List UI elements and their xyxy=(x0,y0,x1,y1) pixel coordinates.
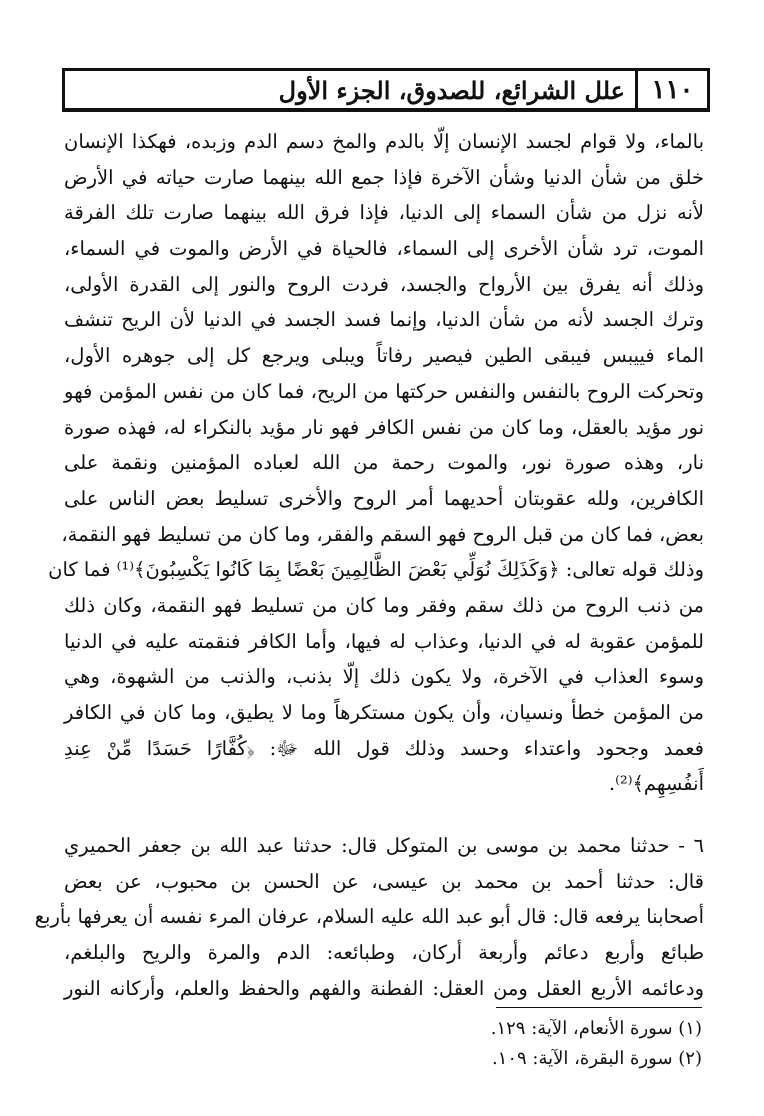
hadith-line: قال: حدثنا أحمد بن محمد بن عيسى، عن الحسن بن محبوب، عن بعض xyxy=(64,869,704,893)
text-line: من المؤمن خطأ ونسيان، وأن يكون مستكرهاً وما لا يطيق، وما كان في الكافر xyxy=(64,701,704,724)
footnote-1: (١) سورة الأنعام، الآية: ١٢٩. xyxy=(490,1018,702,1039)
text-line: نار، وهذه صورة نور، والموت رحمة من الله لعباده المؤمنين ونقمة على xyxy=(64,451,704,475)
main-text xyxy=(34,124,704,1007)
text-line: نور مؤيد بالعقل، وما كان من نفس الكافر فهو نار مؤيد بالنكراء له، فهذه صورة xyxy=(64,415,704,439)
text-line: بالماء، ولا قوام لجسد الإنسان إلّا بالدم والمخ دسم الدم وزبده، فهكذا الإنسان xyxy=(64,130,704,153)
footnotes xyxy=(302,1014,702,1074)
text-line: وذلك قوله تعالى: ﴿وَكَذَلِكَ نُوَلِّي بَعْضَ الظَّالِمِينَ بَعْضًا بِمَا كَانُوا يَكْسِبُونَ﴾⁽¹⁾ فما كان xyxy=(48,558,704,582)
text-line: للمؤمن عقوبة له في الدنيا، وعذاب له فيها، وأما الكافر فنقمته عليه في الدنيا xyxy=(64,629,704,653)
text-line: الكافرين، ولله عقوبتان أحديهما أمر الروح والأخرى تسليط بعض الناس على xyxy=(64,486,704,510)
hadith-line: أصحابنا يرفعه قال: قال أبو عبد الله عليه السلام، عرفان المرء نفسه أن يعرفها بأربع xyxy=(34,905,704,929)
hadith-line: ٦ - حدثنا محمد بن موسى بن المتوكل قال: حدثنا عبد الله بن جعفر الحميري xyxy=(64,834,704,858)
paragraph-gap xyxy=(64,802,704,828)
page-number: ١١٠ xyxy=(635,71,707,109)
text-line: بعض، فما كان من قبل الروح فهو السقم والفقر، وما كان من تسليط فهو النقمة، xyxy=(61,522,704,546)
text-line: وذلك أنه يفرق بين الأرواح والجسد، فردت الروح والنور إلى القدرة الأولى، xyxy=(64,272,704,296)
running-title: علل الشرائع، للصدوق، الجزء الأول xyxy=(278,75,625,105)
page-header xyxy=(62,68,710,112)
hadith-line: طبائع وأربع دعائم وأربعة أركان، وطبائعه: الدم والمرة والريح والبلغم، xyxy=(64,941,704,965)
text-line: خلق من شأن الدنيا وشأن الآخرة فإذا جمع الله بينهما صارت حياته في الأرض xyxy=(64,165,704,189)
footnote-separator xyxy=(496,1007,702,1008)
text-line: الماء فييبس فيبقى الطين فيصير رفاتاً ويبلى ويرجع كل إلى جوهره الأول، xyxy=(64,344,704,368)
text-line: وترك الجسد لأنه من شأن الدنيا، وإنما فسد الجسد في الدنيا لأن الريح تنشف xyxy=(64,308,704,332)
text-line: الموت، ترد شأن الأخرى إلى السماء، فالحياة في الأرض والموت في السماء، xyxy=(64,237,704,261)
text-line: وسوء العذاب في الآخرة، ولا يكون ذلك إلّا بذنب، والذنب من الشهوة، وهي xyxy=(64,665,704,689)
hadith-line: ودعائمه الأربع العقل ومن العقل: الفطنة والفهم والحفظ والعلم، وأركانه النور xyxy=(64,976,704,1000)
text-line: لأنه نزل من شأن السماء إلى الدنيا، فإذا فرق الله بينهما صارت تلك الفرقة xyxy=(64,201,704,225)
text-line: وتحركت الروح بالنفس والنفس حركتها من الريح، فما كان من نفس المؤمن فهو xyxy=(64,379,704,403)
text-line: فعمد وجحود واعتداء وحسد وذلك قول الله ﷻ: ﴿كُفَّارًا حَسَدًا مِّنْ عِندِ xyxy=(64,736,704,760)
footnote-2: (٢) سورة البقرة، الآية: ١٠٩. xyxy=(491,1048,702,1069)
text-line: من ذنب الروح من ذلك سقم وفقر وما كان من تسليط فهو النقمة، وكان ذلك xyxy=(64,593,704,617)
text-line: أَنفُسِهِم﴾⁽²⁾. xyxy=(608,772,704,796)
